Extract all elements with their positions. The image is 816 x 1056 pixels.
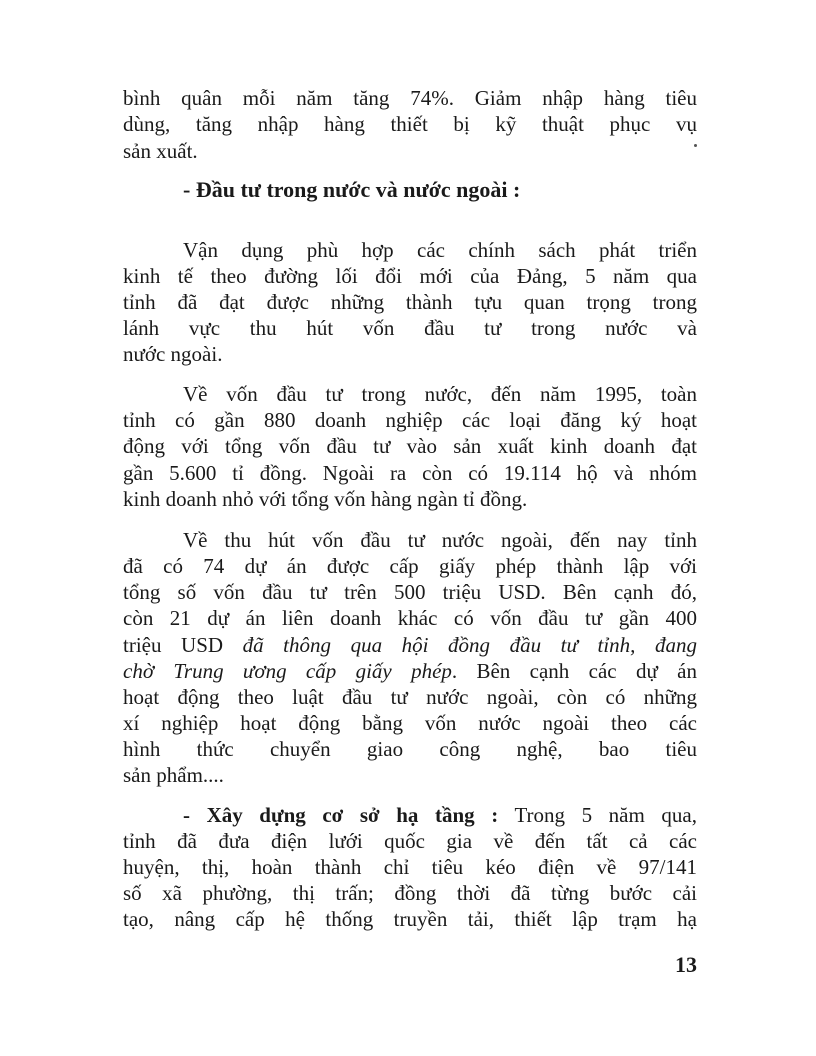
text-segment: Vận dụng phù hợp các chính sách phát triển: [183, 238, 697, 262]
text-segment: Về thu hút vốn đầu tư nước ngoài, đến nay tỉnh: [183, 528, 697, 552]
text-line: [123, 263, 697, 289]
text-line: [183, 802, 697, 828]
italic-text: đã thông qua hội đồng đầu tư tỉnh, đang: [242, 633, 697, 657]
text-line: [123, 553, 697, 579]
text-segment: . Bên cạnh các dự án: [451, 659, 697, 683]
text-segment: kinh doanh nhỏ với tổng vốn hàng ngàn tỉ đồng.: [123, 487, 528, 511]
text-line: [123, 407, 697, 433]
text-line: [123, 632, 697, 658]
text-line: [123, 828, 697, 854]
scan-speck: [694, 144, 697, 147]
text-segment: số xã phường, thị trấn; đồng thời đã từng bước cải: [123, 881, 697, 905]
section-heading: [183, 177, 697, 203]
text-line: [123, 880, 697, 906]
text-segment: kinh tế theo đường lối đổi mới của Đảng, 5 năm qua: [123, 264, 697, 288]
text-segment: tỉnh đã đạt được những thành tựu quan trọng trong: [123, 290, 697, 314]
text-line: [123, 315, 697, 341]
text-segment: nước ngoài.: [123, 342, 223, 366]
text-segment: hình thức chuyển giao công nghệ, bao tiêu: [123, 737, 697, 761]
text-line: [123, 736, 697, 762]
text-segment: còn 21 dự án liên doanh khác có vốn đầu tư gần 400: [123, 606, 697, 630]
text-segment: huyện, thị, hoàn thành chỉ tiêu kéo điện về 97/141: [123, 855, 697, 879]
page-number: 13: [675, 952, 697, 977]
text-segment: tổng số vốn đầu tư trên 500 triệu USD. Bên cạnh đó,: [123, 580, 697, 604]
text-segment: động với tổng vốn đầu tư vào sản xuất kinh doanh đạt: [123, 434, 697, 458]
text-segment: gần 5.600 tỉ đồng. Ngoài ra còn có 19.114 hộ và nhóm: [123, 461, 697, 485]
text-segment: tạo, nâng cấp hệ thống truyền tải, thiết lập trạm hạ: [123, 907, 697, 931]
text-segment: đã có 74 dự án được cấp giấy phép thành lập với: [123, 554, 697, 578]
text-line: [123, 579, 697, 605]
italic-text: chờ Trung ương cấp giấy phép: [123, 659, 452, 683]
bold-heading-text: - Đầu tư trong nước và nước ngoài :: [183, 177, 521, 202]
text-segment: sản xuất.: [123, 139, 198, 163]
text-line: [123, 684, 697, 710]
text-line: [123, 138, 697, 164]
text-line: [123, 658, 697, 684]
text-segment: Trong 5 năm qua,: [498, 803, 697, 827]
text-line: [123, 341, 697, 367]
text-line: [123, 710, 697, 736]
bold-heading-text: - Xây dựng cơ sở hạ tầng :: [183, 803, 499, 827]
text-line: [123, 433, 697, 459]
text-segment: bình quân mỗi năm tăng 74%. Giảm nhập hàng tiêu: [123, 86, 697, 110]
text-line: [123, 85, 697, 111]
text-line: [123, 762, 697, 788]
text-segment: tỉnh đã đưa điện lưới quốc gia về đến tất cả các: [123, 829, 697, 853]
text-segment: triệu USD: [123, 633, 243, 657]
text-segment: dùng, tăng nhập hàng thiết bị kỹ thuật phục vụ: [123, 112, 697, 136]
text-line: [123, 854, 697, 880]
text-line: [123, 486, 697, 512]
text-segment: sản phẩm....: [123, 763, 224, 787]
text-line: [183, 381, 697, 407]
text-segment: Về vốn đầu tư trong nước, đến năm 1995, toàn: [183, 382, 697, 406]
text-line: [123, 605, 697, 631]
text-line: [183, 237, 697, 263]
text-line: [123, 111, 697, 137]
text-line: [183, 527, 697, 553]
text-line: [123, 460, 697, 486]
text-line: [123, 289, 697, 315]
text-segment: hoạt động theo luật đầu tư nước ngoài, còn có những: [123, 685, 697, 709]
text-segment: xí nghiệp hoạt động bằng vốn nước ngoài theo các: [123, 711, 697, 735]
text-segment: lánh vực thu hút vốn đầu tư trong nước và: [123, 316, 697, 340]
text-segment: tỉnh có gần 880 doanh nghiệp các loại đăng ký hoạt: [123, 408, 697, 432]
text-line: [123, 906, 697, 932]
